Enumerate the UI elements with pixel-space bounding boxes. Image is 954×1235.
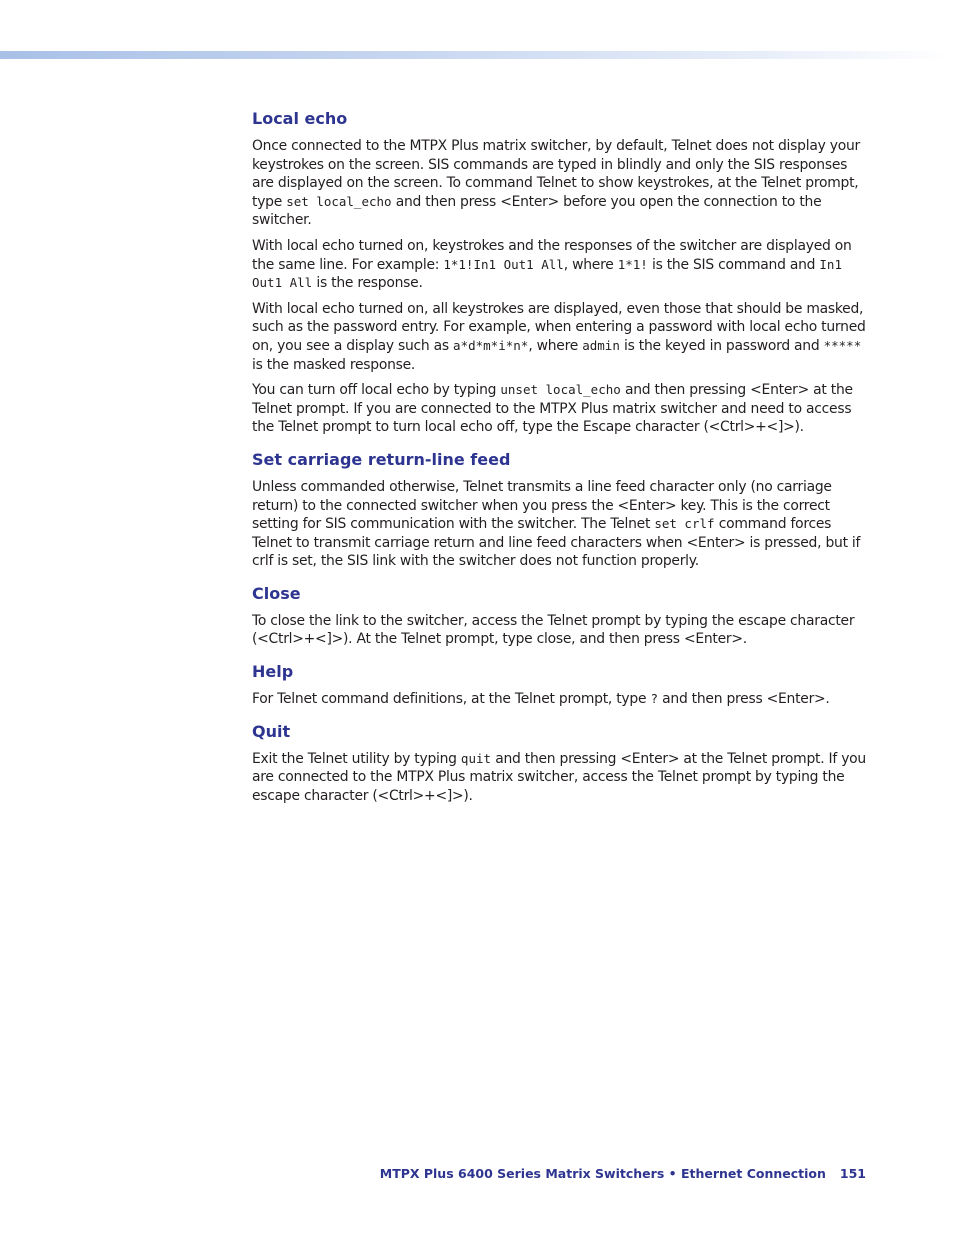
text-run: and then press <Enter>.: [657, 691, 830, 708]
inline-command: set crlf: [654, 516, 715, 532]
section-heading: Help: [252, 662, 294, 682]
section-heading: Local echo: [252, 109, 348, 128]
paragraph: [252, 478, 872, 571]
footer-title: MTPX Plus 6400 Series Matrix Switchers • Ethernet Connection: [379, 1166, 826, 1181]
text-run: is the keyed in password and: [619, 337, 824, 354]
inline-command: quit: [460, 750, 492, 766]
text-run: is the SIS command and: [647, 256, 820, 273]
text-run: To close the link to the switcher, access the Telnet prompt by typing the escape character (<Ctrl>+<]>). At the Telnet prompt, type close, and then press <Enter>.: [252, 612, 855, 648]
section-heading: Close: [252, 583, 301, 603]
section-quit: [252, 721, 872, 806]
inline-command: 1*1!: [617, 256, 648, 272]
text-run: is the response.: [312, 275, 423, 292]
section-close: [252, 583, 872, 649]
text-run: and then press <Enter> before you open the connection to the switcher.: [252, 193, 822, 229]
inline-command: a*d*m*i*n*: [453, 337, 529, 353]
section-set-carriage-return-line-feed: [252, 449, 872, 571]
header-accent-bar: [0, 51, 954, 59]
text-run: With local echo turned on, keystrokes and the responses of the switcher are displayed on the same line. For example:: [252, 237, 852, 273]
paragraph: [252, 750, 872, 806]
paragraph: [252, 612, 872, 649]
inline-command: set local_echo: [286, 193, 392, 209]
inline-command: unset local_echo: [500, 382, 621, 398]
text-run: and then pressing <Enter> at the Telnet prompt. If you are connected to the MTPX Plus matrix switcher and need to access the Telnet prompt to turn local echo off, type the Escape character (<Ctrl>+<]>).: [252, 382, 853, 436]
paragraph: [252, 690, 872, 709]
page-number: 151: [839, 1166, 866, 1181]
text-run: and then pressing <Enter> at the Telnet prompt. If you are connected to the MTPX Plus matrix switcher, access the Telnet prompt by typing the escape character (<Ctrl>+<]>).: [252, 750, 866, 804]
text-run: , where: [528, 337, 583, 354]
section-help: [252, 661, 872, 709]
section-heading: Set carriage return-line feed: [252, 449, 511, 469]
paragraph: [252, 137, 872, 230]
text-run: You can turn off local echo by typing: [252, 382, 501, 399]
inline-command: *****: [823, 337, 862, 353]
paragraph: [252, 237, 872, 293]
text-run: is the masked response.: [252, 356, 416, 373]
paragraph: [252, 300, 872, 374]
text-run: With local echo turned on, all keystrokes are displayed, even those that should be masked, such as the password entry. For example, when entering a password with local echo turned on, you see a display such as: [252, 300, 866, 354]
text-run: command forces Telnet to transmit carriage return and line feed characters when <Enter> is pressed, but if crlf is set, the SIS link with the switcher does not function properly.: [252, 516, 861, 570]
document-body: [252, 108, 872, 817]
section-heading: Quit: [252, 721, 291, 741]
text-run: Exit the Telnet utility by typing: [252, 750, 461, 767]
section-local-echo: [252, 108, 872, 437]
inline-command: 1*1!In1 Out1 All: [443, 256, 564, 272]
text-run: , where: [563, 256, 618, 273]
text-run: Once connected to the MTPX Plus matrix switcher, by default, Telnet does not display your keystrokes on the screen. SIS commands are typed in blindly and only the SIS responses are displayed on the screen. To command Telnet to show keystrokes, at the Telnet prompt, type: [252, 138, 860, 210]
inline-command: In1 Out1 All: [252, 256, 842, 291]
paragraph: [252, 381, 872, 437]
text-run: For Telnet command definitions, at the Telnet prompt, type: [252, 691, 651, 708]
text-run: Unless commanded otherwise, Telnet transmits a line feed character only (no carriage return) to the connected switcher when you press the <Enter> key. This is the correct setting for SIS communication with the switcher. The Telnet: [252, 478, 832, 533]
page-footer: [380, 1166, 866, 1181]
inline-command: admin: [582, 337, 620, 353]
inline-command: ?: [650, 691, 658, 707]
